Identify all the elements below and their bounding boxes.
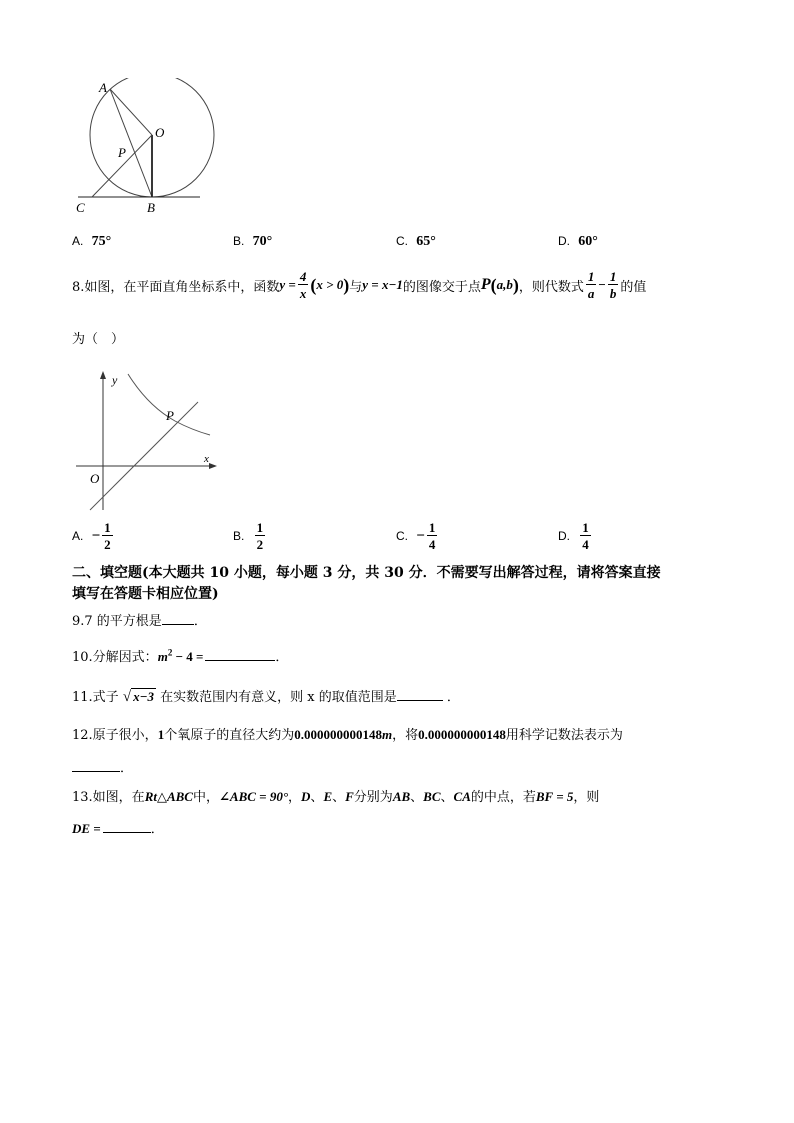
option-value: 70° [252, 234, 273, 249]
option-letter: C. [396, 234, 408, 248]
q13-answer-line [72, 818, 164, 837]
q8-frac-4-over-x: $\frac{4}{x}$ [299, 269, 307, 301]
q13-prefix: 13.如图，在 [72, 790, 145, 805]
q12-prefix: 12.原子很小， [72, 728, 158, 743]
q8-stem-line2: 为（ ） [72, 332, 125, 347]
q11-end: ． [446, 690, 460, 705]
q8-mid: 与 [349, 279, 363, 295]
label-o: O [90, 471, 100, 486]
section-heading-line1: 二、填空题(本大题共 10 小题，每小题 3 分，共 30 分．不需要写出解答过程，请将答案直接 [72, 565, 661, 581]
segment-ao [110, 89, 152, 135]
q13-mid1: 中， [192, 790, 219, 805]
option-letter: D. [558, 529, 570, 543]
hyperbola-curve [128, 374, 210, 435]
q13-bf: BF = 5 [535, 789, 574, 804]
q13-sep5: 、 [440, 790, 454, 805]
option-sign: − [91, 527, 101, 544]
q8-option-c[interactable] [396, 521, 439, 551]
label-x: x [204, 453, 209, 465]
q13-de: DE = [72, 821, 101, 836]
q7-option-a[interactable] [72, 234, 111, 250]
q13-e: E [323, 789, 333, 804]
q13-sep2: 、 [310, 790, 324, 805]
q10 [72, 646, 288, 665]
option-letter: A. [72, 234, 84, 248]
q13-sep3: 、 [332, 790, 346, 805]
option-fraction: $\frac{1}{2}$ [256, 520, 264, 552]
option-value: 60° [578, 234, 598, 249]
q13-sep1: ， [288, 790, 302, 805]
q12-suffix: 用科学记数法表示为 [505, 728, 623, 743]
q11-answer-blank[interactable] [397, 700, 443, 701]
segment-ab [110, 89, 152, 197]
q13-suffix: ，则 [573, 790, 600, 805]
q12-mid: 个氧原子的直径大约为 [164, 728, 295, 743]
option-letter: A. [72, 529, 84, 543]
q10-answer-blank[interactable] [205, 660, 275, 661]
q10-exponent: 2 [167, 647, 173, 658]
q12-end: ． [120, 761, 134, 776]
q8-y-eq: y = [279, 277, 296, 292]
option-sign: − [416, 527, 425, 544]
q12-num1: 0.000000000148 [294, 727, 382, 742]
q12-one: 1 [157, 727, 165, 742]
option-letter: D. [558, 234, 570, 248]
option-value: 65° [416, 234, 436, 249]
q8-point-args: a,b [496, 277, 513, 292]
option-value: 75° [91, 234, 112, 249]
q13-d: D [301, 789, 311, 804]
q10-end: ． [275, 650, 289, 665]
q7-circle-figure [70, 78, 220, 218]
option-fraction: $\frac{1}{2}$ [104, 520, 111, 552]
q13-f: F [345, 789, 354, 804]
q8-stem: 8.如图，在平面直角坐标系中，函数 y = $\frac{4}{x}$ ( x > 0 ) 与 y = x−1 的图像交于点 P ( a,b ) ，则代数式 $\frac{1}{a}$ − $\frac{1}{b}$ 的值 [72, 269, 647, 301]
q13-mid2: 分别为 [353, 790, 393, 805]
q13-mid3: 的中点，若 [470, 790, 536, 805]
q7-option-d[interactable] [558, 234, 598, 250]
q8-point: P [480, 276, 491, 293]
q12-mid2: ，将 [392, 728, 419, 743]
label-b: B [147, 200, 155, 215]
q13-answer-blank[interactable] [103, 832, 151, 833]
label-p: P [166, 408, 174, 423]
q8-minus: − [598, 277, 606, 292]
q8-mid2: 的图像交于点 [402, 279, 481, 295]
q13-sep4: 、 [410, 790, 424, 805]
q9-end: ． [193, 614, 207, 629]
q8-frac-1-over-b: $\frac{1}{b}$ [609, 269, 617, 301]
q13-angle: ∠ABC = 90° [219, 789, 289, 804]
q9-text: 9.7 的平方根是 [72, 614, 162, 629]
q11-prefix: 11.式子 [72, 690, 119, 705]
q8-suffix: 的值 [620, 279, 647, 295]
q13-ab: AB [392, 789, 411, 804]
label-y: y [112, 373, 118, 387]
option-letter: C. [396, 529, 408, 543]
q12-answer-blank[interactable] [72, 771, 120, 772]
q9-answer-blank[interactable] [162, 624, 194, 625]
q11 [72, 686, 460, 706]
y-axis-arrow [100, 371, 106, 379]
x-axis-arrow [209, 463, 217, 469]
q13-ca: CA [453, 789, 471, 804]
q7-option-c[interactable] [396, 234, 436, 250]
option-fraction: $\frac{1}{4}$ [428, 520, 436, 552]
q8-mid3: ，则代数式 [518, 279, 584, 295]
label-a: A [99, 80, 107, 95]
q11-suffix: 在实数范围内有意义，则 x 的取值范围是 [160, 690, 397, 705]
label-p: P [118, 145, 126, 160]
q12 [72, 724, 623, 743]
q13 [72, 786, 599, 805]
q9 [72, 610, 207, 629]
label-o: O [155, 125, 165, 140]
q13-triangle: Rt△ABC [144, 789, 193, 804]
q11-sqrt [123, 690, 156, 705]
q8-option-d[interactable] [558, 521, 593, 551]
q11-radicand: x−3 [133, 689, 154, 704]
label-c: C [76, 200, 85, 215]
q8-option-a[interactable] [72, 521, 115, 551]
q12-unit: m [381, 727, 393, 742]
option-letter: B. [233, 529, 245, 543]
q10-m: m [157, 649, 168, 664]
option-letter: B. [233, 234, 245, 248]
section-heading-line2: 填写在答题卡相应位置) [72, 586, 219, 602]
line-y-eq-x-minus-1 [90, 402, 198, 510]
q8-prefix: 8.如图，在平面直角坐标系中，函数 [72, 279, 280, 295]
q8-frac-1-over-a: $\frac{1}{a}$ [587, 269, 595, 301]
q10-rest: − 4 = [172, 649, 204, 664]
q10-prefix: 10.分解因式： [72, 650, 158, 665]
q12-answer-line [72, 757, 133, 776]
q13-end: ． [150, 822, 164, 837]
q8-line-eq: y = x−1 [362, 277, 403, 292]
radical-sign-icon: √ [122, 689, 132, 705]
q8-option-b[interactable] [233, 521, 267, 551]
q8-domain: x > 0 [316, 277, 344, 292]
option-fraction: $\frac{1}{4}$ [582, 520, 589, 552]
q12-num2: 0.000000000148 [418, 727, 506, 742]
q8-coordinate-figure [70, 368, 225, 516]
q7-option-b[interactable] [233, 234, 272, 250]
q13-bc: BC [423, 789, 441, 804]
